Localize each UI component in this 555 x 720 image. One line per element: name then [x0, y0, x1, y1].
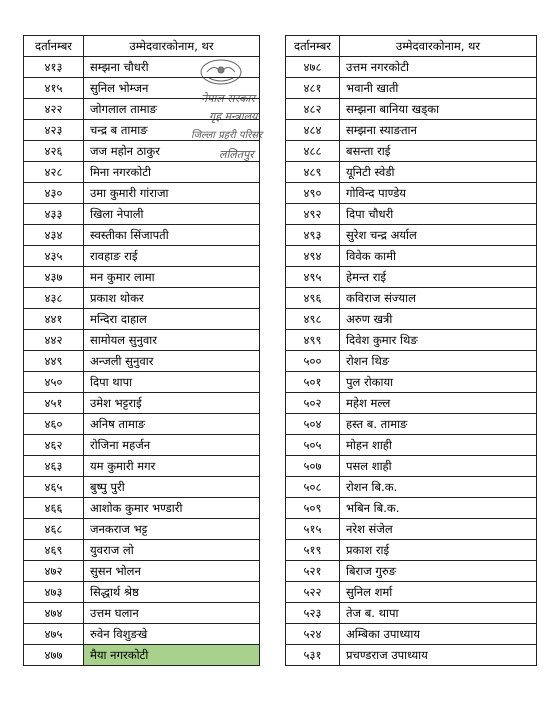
table-row — [286, 204, 537, 225]
table-row — [24, 519, 260, 540]
registration-number: ४९० — [286, 183, 340, 204]
table-row — [286, 414, 537, 435]
table-row — [24, 330, 260, 351]
candidate-name: सुनिल भोम्जन — [84, 78, 260, 99]
candidate-name: रोजिना महर्जन — [84, 435, 260, 456]
candidate-name: सुसन भोलन — [84, 561, 260, 582]
table-row — [286, 120, 537, 141]
table-row — [286, 309, 537, 330]
registration-number: ४३० — [24, 183, 84, 204]
registration-number: ४५० — [24, 372, 84, 393]
registration-number: ४८४ — [286, 120, 340, 141]
candidate-name: यूनिटी स्वेडी — [340, 162, 537, 183]
registration-number: ४९८ — [286, 309, 340, 330]
candidate-name: बुष्पु पुरी — [84, 477, 260, 498]
candidate-name: भबिन बि.क. — [340, 498, 537, 519]
header-name: उम्मेदवारकोनाम, थर — [340, 36, 537, 57]
candidate-name: रावहाङ राई — [84, 246, 260, 267]
registration-number: ४६५ — [24, 477, 84, 498]
registration-number: ४४२ — [24, 330, 84, 351]
candidate-name: अनिष तामाङ — [84, 414, 260, 435]
registration-number: ४६९ — [24, 540, 84, 561]
table-row — [24, 477, 260, 498]
registration-number: ४९४ — [286, 246, 340, 267]
registration-number: ५२२ — [286, 582, 340, 603]
table-row — [286, 57, 537, 78]
registration-number: ४७७ — [24, 645, 84, 666]
candidate-name: पसल शाही — [340, 456, 537, 477]
table-row — [24, 435, 260, 456]
stamp-line-2: गृह मन्त्रालय — [209, 110, 258, 123]
candidate-name: सम्झना चौधरी — [84, 57, 260, 78]
header-name: उम्मेदवारकोनाम, थर — [84, 36, 260, 57]
registration-number: ४६८ — [24, 519, 84, 540]
registration-number: ५०४ — [286, 414, 340, 435]
table-row — [24, 183, 260, 204]
registration-number: ४१५ — [24, 78, 84, 99]
table-row — [24, 582, 260, 603]
candidate-name: सिद्धार्थ श्रेष्ठ — [84, 582, 260, 603]
stamp-line-4: ललितपुर — [219, 148, 254, 161]
registration-number: ४३७ — [24, 267, 84, 288]
table-row — [24, 288, 260, 309]
table-row — [286, 225, 537, 246]
candidate-name: मन कुमार लामा — [84, 267, 260, 288]
candidate-name: अरुण खत्री — [340, 309, 537, 330]
table-row — [24, 393, 260, 414]
registration-number: ४२२ — [24, 99, 84, 120]
candidate-name: दिपा चौधरी — [340, 204, 537, 225]
table-row — [24, 225, 260, 246]
table-row — [24, 351, 260, 372]
registration-number: ५०५ — [286, 435, 340, 456]
candidate-name: खिला नेपाली — [84, 204, 260, 225]
table-row — [286, 582, 537, 603]
header-number: दर्तानम्बर — [286, 36, 340, 57]
candidate-name: आशोक कुमार भण्डारी — [84, 498, 260, 519]
candidate-name: हस्त ब. तामाङ — [340, 414, 537, 435]
registration-number: ५२३ — [286, 603, 340, 624]
table-row — [286, 183, 537, 204]
candidate-name: मन्दिरा दाहाल — [84, 309, 260, 330]
table-row — [24, 78, 260, 99]
table-row — [286, 393, 537, 414]
registration-number: ४२८ — [24, 162, 84, 183]
candidate-name: सम्झना स्याङतान — [340, 120, 537, 141]
candidate-name: जनकराज भट्ट — [84, 519, 260, 540]
candidate-name: मोहन शाही — [340, 435, 537, 456]
registration-number: ४३४ — [24, 225, 84, 246]
table-row — [286, 477, 537, 498]
candidate-name: स्वस्तीका सिंजापती — [84, 225, 260, 246]
stamp-line-1: नेपाल सरकार — [201, 92, 255, 105]
table-row — [286, 267, 537, 288]
candidate-name: रुवेन विशुङखे — [84, 624, 260, 645]
table-row — [24, 246, 260, 267]
table-row — [286, 162, 537, 183]
table-row — [286, 141, 537, 162]
registration-number: ४७३ — [24, 582, 84, 603]
table-row — [286, 561, 537, 582]
registration-number: ४२३ — [24, 120, 84, 141]
table-row — [286, 519, 537, 540]
registration-number: ४४१ — [24, 309, 84, 330]
table-row — [24, 561, 260, 582]
table-row — [24, 99, 260, 120]
registration-number: ४६३ — [24, 456, 84, 477]
table-row — [286, 288, 537, 309]
candidate-name: प्रकाश राई — [340, 540, 537, 561]
registration-number: ४४९ — [24, 351, 84, 372]
table-row — [286, 99, 537, 120]
registration-number: ५०२ — [286, 393, 340, 414]
candidate-name: अम्बिका उपाध्याय — [340, 624, 537, 645]
registration-number: ४९५ — [286, 267, 340, 288]
registration-number: ४८२ — [286, 99, 340, 120]
registration-number: ४९९ — [286, 330, 340, 351]
candidate-name: विवेक कामी — [340, 246, 537, 267]
table-row — [24, 624, 260, 645]
candidate-name: दिवेश कुमार थिङ — [340, 330, 537, 351]
table-row — [286, 498, 537, 519]
table-row — [24, 309, 260, 330]
candidate-name: भवानी खाती — [340, 78, 537, 99]
table-row — [286, 351, 537, 372]
table-row — [24, 57, 260, 78]
registration-number: ४३५ — [24, 246, 84, 267]
registration-number: ४३८ — [24, 288, 84, 309]
table-row — [286, 78, 537, 99]
candidate-name: बिराज गुरुङ — [340, 561, 537, 582]
registration-number: ५०७ — [286, 456, 340, 477]
table-row — [286, 435, 537, 456]
registration-number: ४९३ — [286, 225, 340, 246]
candidate-name: महेश मल्ल — [340, 393, 537, 414]
table-row — [24, 141, 260, 162]
table-row — [286, 603, 537, 624]
table-row — [24, 204, 260, 225]
candidate-name: दिपा थापा — [84, 372, 260, 393]
candidate-name: तेज ब. थापा — [340, 603, 537, 624]
registration-number: ४८१ — [286, 78, 340, 99]
table-row — [286, 246, 537, 267]
table-row — [24, 372, 260, 393]
candidate-name: उमा कुमारी गांराजा — [84, 183, 260, 204]
table-row — [24, 456, 260, 477]
registration-number: ४९२ — [286, 204, 340, 225]
candidate-name: सुनिल शर्मा — [340, 582, 537, 603]
candidate-name: कविराज संज्याल — [340, 288, 537, 309]
registration-number: ५०८ — [286, 477, 340, 498]
registration-number: ५२४ — [286, 624, 340, 645]
table-row — [286, 540, 537, 561]
candidate-name: सम्झना बानिया खड्का — [340, 99, 537, 120]
registration-number: ४२६ — [24, 141, 84, 162]
candidate-name: नरेश संजेल — [340, 519, 537, 540]
table-row — [24, 414, 260, 435]
table-row — [286, 372, 537, 393]
table-row — [286, 456, 537, 477]
candidate-name: जोगलाल तामाङ — [84, 99, 260, 120]
registration-number: ४६६ — [24, 498, 84, 519]
candidate-name: उत्तम नगरकोटी — [340, 57, 537, 78]
registration-number: ५३१ — [286, 645, 340, 666]
candidate-name: उमेश भट्टराई — [84, 393, 260, 414]
registration-number: ४३३ — [24, 204, 84, 225]
candidate-name: अन्जली सुनुवार — [84, 351, 260, 372]
registration-number: ४६० — [24, 414, 84, 435]
candidate-name: गोविन्द पाण्डेय — [340, 183, 537, 204]
table-row — [24, 267, 260, 288]
registration-number: ४८९ — [286, 162, 340, 183]
table-row — [24, 540, 260, 561]
candidate-name: मैया नगरकोटी — [84, 645, 260, 666]
candidate-name: रोशन बि.क. — [340, 477, 537, 498]
candidate-name: जज महोन ठाकुर — [84, 141, 260, 162]
table-row — [24, 603, 260, 624]
candidate-table-left — [23, 35, 260, 666]
candidate-name: बसन्ता राई — [340, 141, 537, 162]
registration-number: ५१९ — [286, 540, 340, 561]
registration-number: ५०० — [286, 351, 340, 372]
registration-number: ४१३ — [24, 57, 84, 78]
registration-number: ४७४ — [24, 603, 84, 624]
registration-number: ४८८ — [286, 141, 340, 162]
registration-number: ५२१ — [286, 561, 340, 582]
table-row — [286, 330, 537, 351]
registration-number: ५०९ — [286, 498, 340, 519]
table-row — [24, 120, 260, 141]
registration-number: ४६२ — [24, 435, 84, 456]
candidate-name: पुल रोकाया — [340, 372, 537, 393]
candidate-name: प्रचण्डराज उपाध्याय — [340, 645, 537, 666]
header-number: दर्तानम्बर — [24, 36, 84, 57]
table-header-row — [286, 36, 537, 57]
candidate-name: प्रकाश थोकर — [84, 288, 260, 309]
candidate-name: रोशन थिङ — [340, 351, 537, 372]
stamp-line-3: जिल्ला प्रहरी परिसर — [191, 130, 263, 141]
table-header-row — [24, 36, 260, 57]
candidate-name: मिना नगरकोटी — [84, 162, 260, 183]
table-row — [24, 645, 260, 666]
candidate-name: युवराज लो — [84, 540, 260, 561]
table-row — [24, 162, 260, 183]
registration-number: ४७५ — [24, 624, 84, 645]
candidate-name: उत्तम घलान — [84, 603, 260, 624]
registration-number: ५०१ — [286, 372, 340, 393]
candidate-name: सामोयल सुनुवार — [84, 330, 260, 351]
registration-number: ४५१ — [24, 393, 84, 414]
candidate-name: हेमन्त राई — [340, 267, 537, 288]
registration-number: ४७८ — [286, 57, 340, 78]
registration-number: ४७२ — [24, 561, 84, 582]
registration-number: ५१५ — [286, 519, 340, 540]
candidate-table-right — [285, 35, 537, 666]
table-row — [286, 624, 537, 645]
candidate-name: चन्द्र ब तामाङ — [84, 120, 260, 141]
table-row — [286, 645, 537, 666]
table-row — [24, 498, 260, 519]
candidate-name: यम कुमारी मगर — [84, 456, 260, 477]
registration-number: ४९६ — [286, 288, 340, 309]
candidate-name: सुरेश चन्द्र अर्याल — [340, 225, 537, 246]
